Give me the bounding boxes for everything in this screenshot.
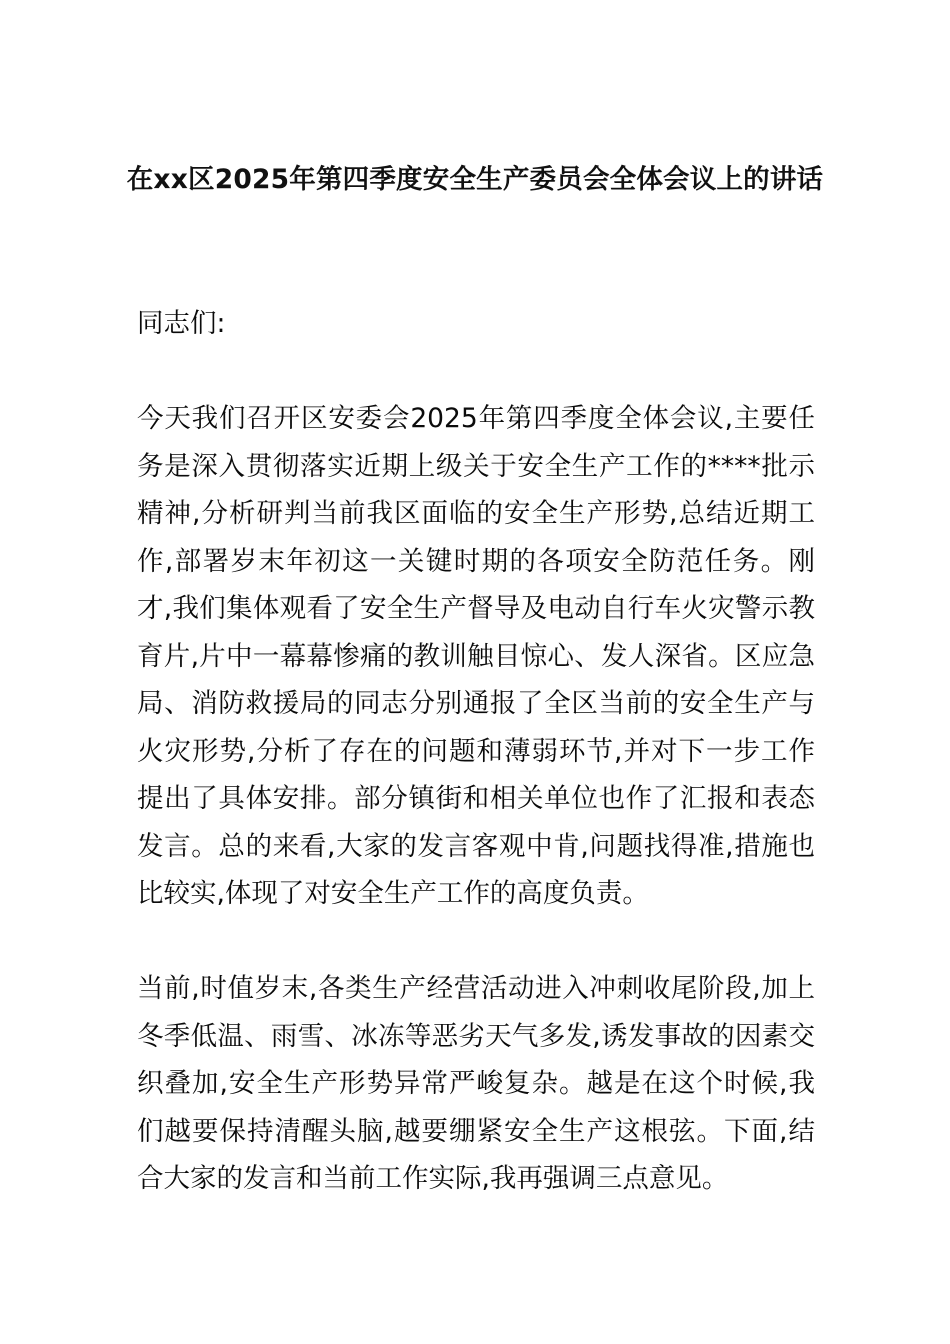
paragraph-spacer xyxy=(137,348,815,396)
salutation: 同志们: xyxy=(137,308,226,339)
page-title: 在xx区2025年第四季度安全生产委员会全体会议上的讲话 xyxy=(126,163,824,195)
body-paragraph-1: 今天我们召开区安委会2025年第四季度全体会议,主要任务是深入贯彻落实近期上级关于安全生产工作的****批示精神,分析研判当前我区面临的安全生产形势,总结近期工作,部署岁末年初这一关键时期的各项安全防范任务。刚才,我们集体观看了安全生产督导及电动自行车火灾警示教育片,片中一幕幕惨痛的教训触目惊心、发人深省。区应急局、消防救援局的同志分别通报了全区当前的安全生产与火灾形势,分析了存在的问题和薄弱环节,并对下一步工作提出了具体安排。部分镇街和相关单位也作了汇报和表态发言。总的来看,大家的发言客观中肯,问题找得准,措施也比较实,体现了对安全生产工作的高度负责。 xyxy=(137,403,815,909)
document-body xyxy=(137,300,815,1203)
body-paragraph-2: 当前,时值岁末,各类生产经营活动进入冲刺收尾阶段,加上冬季低温、雨雪、冰冻等恶劣天气多发,诱发事故的因素交织叠加,安全生产形势异常严峻复杂。越是在这个时候,我们越要保持清醒头脑,越要绷紧安全生产这根弦。下面,结合大家的发言和当前工作实际,我再强调三点意见。 xyxy=(137,973,815,1194)
